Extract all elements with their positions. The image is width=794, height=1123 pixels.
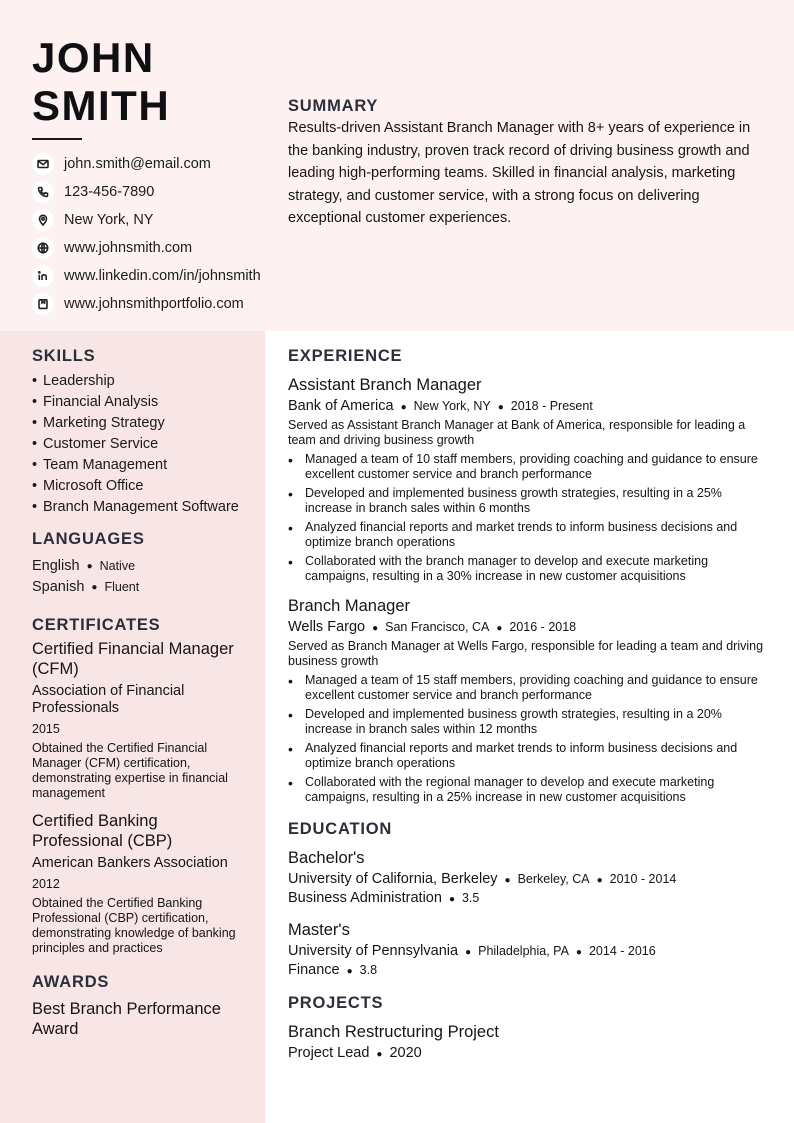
job-bullet-text: Collaborated with the regional manager to develop and execute marketing campaigns, resulting in a 25% increase in new customer acquisitions [305,775,715,804]
job-meta: Bank of America ● New York, NY ● 2018 - Present [288,398,593,414]
certificate-year: 2015 [32,722,60,736]
certificates-section [32,616,250,956]
education-field-line: Business Administration ● 3.5 [288,890,480,906]
language-level: Native [99,559,136,573]
certificate-desc: Obtained the Certified Financial Manager (CFM) certification, demonstrating expertise in financial management [32,741,228,800]
education-school-line: University of California, Berkeley ● Berkeley, CA ● 2010 - 2014 [288,871,677,887]
globe-icon [32,237,54,259]
job-bullet: • Managed a team of 15 staff members, providing coaching and guidance to ensure excellent customer service and branch performance [288,673,772,703]
job-bullet-text: Collaborated with the branch manager to develop and execute marketing campaigns, resulting in a 30% increase in new customer acquisitions [305,554,709,583]
job-bullets [288,452,772,584]
education-location: Philadelphia, PA [478,944,569,958]
job-item [288,375,772,584]
education-section [288,820,772,978]
job-bullet-text: Analyzed financial reports and market trends to inform business decisions and optimize branch operations [305,520,738,549]
portfolio-icon [32,293,54,315]
skill-label: Financial Analysis [43,394,159,410]
education-location: Berkeley, CA [517,872,590,886]
summary-title: SUMMARY [288,97,379,115]
education-field: Finance [288,962,340,978]
skill-item: • Customer Service [32,436,159,452]
skill-item: • Microsoft Office [32,478,144,494]
job-bullet-text: Managed a team of 15 staff members, providing coaching and guidance to ensure excellent customer service and branch performance [305,673,758,702]
job-company: Wells Fargo [288,619,366,635]
certificate-org: Association of Financial Professionals [32,683,185,716]
certificate-name: Certified Banking Professional (CBP) [32,812,173,850]
contact-website[interactable] [32,234,261,262]
resume-header [32,34,292,140]
contact-portfolio[interactable] [32,290,261,318]
education-field-line: Finance ● 3.8 [288,962,378,978]
job-location: New York, NY [413,399,491,413]
languages-section [32,530,250,598]
job-description: Served as Assistant Branch Manager at Bank of America, responsible for leading a team and driving business growth [288,418,746,447]
job-company: Bank of America [288,398,394,414]
skill-item: • Team Management [32,457,168,473]
skills-section [32,347,250,516]
job-bullet: • Analyzed financial reports and market trends to inform business decisions and optimize branch operations [288,741,772,771]
skill-label: Customer Service [43,436,159,452]
education-item [288,848,772,906]
job-description: Served as Branch Manager at Wells Fargo, responsible for leading a team and driving business growth [288,639,764,668]
language-item: Spanish ● Fluent [32,579,140,595]
name-divider [32,138,82,140]
education-dates: 2010 - 2014 [609,872,677,886]
certificate-item [32,811,250,956]
contact-website-text: www.johnsmith.com [64,240,193,256]
projects-section [288,994,772,1061]
project-year: 2020 [389,1045,422,1061]
contact-email-text: john.smith@email.com [64,156,211,172]
job-bullet-text: Developed and implemented business growth strategies, resulting in a 20% increase in branch sales within 12 months [305,707,722,736]
location-icon [32,209,54,231]
language-item: English ● Native [32,558,136,574]
certificate-item [32,639,250,801]
education-gpa: 3.5 [461,891,480,905]
linkedin-icon [32,265,54,287]
skill-item: • Branch Management Software [32,499,239,515]
certificate-org: American Bankers Association [32,855,228,871]
education-school-line: University of Pennsylvania ● Philadelphia, PA ● 2014 - 2016 [288,943,656,959]
project-meta: Project Lead ● 2020 [288,1045,422,1061]
language-level: Fluent [104,580,140,594]
job-title: Branch Manager [288,597,410,615]
job-bullet: • Analyzed financial reports and market trends to inform business decisions and optimize branch operations [288,520,772,550]
job-bullet: • Developed and implemented business growth strategies, resulting in a 25% increase in branch sales within 6 months [288,486,772,516]
skill-label: Microsoft Office [43,478,144,494]
first-name: JOHN [32,34,155,81]
job-bullet: • Managed a team of 10 staff members, providing coaching and guidance to ensure excellent customer service and branch performance [288,452,772,482]
skill-label: Team Management [43,457,168,473]
education-degree: Bachelor's [288,849,365,867]
job-dates: 2016 - 2018 [509,620,577,634]
project-role: Project Lead [288,1045,370,1061]
experience-section [288,347,772,805]
project-name: Branch Restructuring Project [288,1023,499,1041]
education-dates: 2014 - 2016 [588,944,656,958]
skills-title: SKILLS [32,347,96,365]
certificate-name: Certified Financial Manager (CFM) [32,640,234,678]
language-name: Spanish [32,579,85,595]
email-icon [32,153,54,175]
last-name: SMITH [32,82,171,129]
skill-label: Leadership [43,373,115,389]
job-bullet: • Developed and implemented business growth strategies, resulting in a 20% increase in branch sales within 12 months [288,707,772,737]
job-dates: 2018 - Present [510,399,593,413]
awards-section [32,973,250,1039]
job-item [288,596,772,805]
contact-list [32,150,261,318]
languages-title: LANGUAGES [32,530,145,548]
job-bullet-text: Managed a team of 10 staff members, providing coaching and guidance to ensure excellent customer service and branch performance [305,452,758,481]
job-title: Assistant Branch Manager [288,376,482,394]
contact-email[interactable] [32,150,261,178]
summary-section [288,97,768,230]
certificate-year: 2012 [32,877,60,891]
contact-phone-text: 123-456-7890 [64,184,155,200]
projects-title: PROJECTS [288,994,384,1012]
skill-item: • Financial Analysis [32,394,159,410]
education-school: University of Pennsylvania [288,943,459,959]
education-item [288,920,772,978]
language-name: English [32,558,80,574]
education-school: University of California, Berkeley [288,871,498,887]
contact-portfolio-text: www.johnsmithportfolio.com [64,296,244,312]
skill-item: • Leadership [32,373,115,389]
job-bullet-text: Analyzed financial reports and market trends to inform business decisions and optimize branch operations [305,741,738,770]
phone-icon [32,181,54,203]
contact-linkedin-text: www.linkedin.com/in/johnsmith [64,268,261,284]
award-item: Best Branch Performance Award [32,1000,221,1038]
sidebar [32,347,250,1039]
certificate-desc: Obtained the Certified Banking Professional (CBP) certification, demonstrating knowledge of banking principles and practices [32,896,236,955]
skill-label: Marketing Strategy [43,415,165,431]
certificates-title: CERTIFICATES [32,616,161,634]
education-title: EDUCATION [288,820,393,838]
contact-location [32,206,261,234]
job-bullet-text: Developed and implemented business growth strategies, resulting in a 25% increase in branch sales within 6 months [305,486,722,515]
awards-title: AWARDS [32,973,110,991]
job-location: San Francisco, CA [385,620,490,634]
main-column [288,347,772,1061]
education-degree: Master's [288,921,350,939]
experience-title: EXPERIENCE [288,347,403,365]
education-gpa: 3.8 [359,963,378,977]
job-bullets [288,673,772,805]
skill-label: Branch Management Software [43,499,239,515]
contact-phone[interactable] [32,178,261,206]
skill-item: • Marketing Strategy [32,415,165,431]
contact-location-text: New York, NY [64,212,154,228]
project-item [288,1022,772,1061]
job-bullet: • Collaborated with the branch manager to develop and execute marketing campaigns, resulting in a 30% increase in new customer acquisitions [288,554,772,584]
contact-linkedin[interactable] [32,262,261,290]
summary-text: Results-driven Assistant Branch Manager with 8+ years of experience in the banking industry, proven track record of driving business growth and leading high-performing teams. Skilled in financial analysis, marketing strategy, and customer service, with a strong focus on delivering exceptional customer experiences. [288,120,751,227]
education-field: Business Administration [288,890,442,906]
job-bullet: • Collaborated with the regional manager to develop and execute marketing campaigns, resulting in a 25% increase in new customer acquisitions [288,775,772,805]
job-meta: Wells Fargo ● San Francisco, CA ● 2016 - 2018 [288,619,577,635]
